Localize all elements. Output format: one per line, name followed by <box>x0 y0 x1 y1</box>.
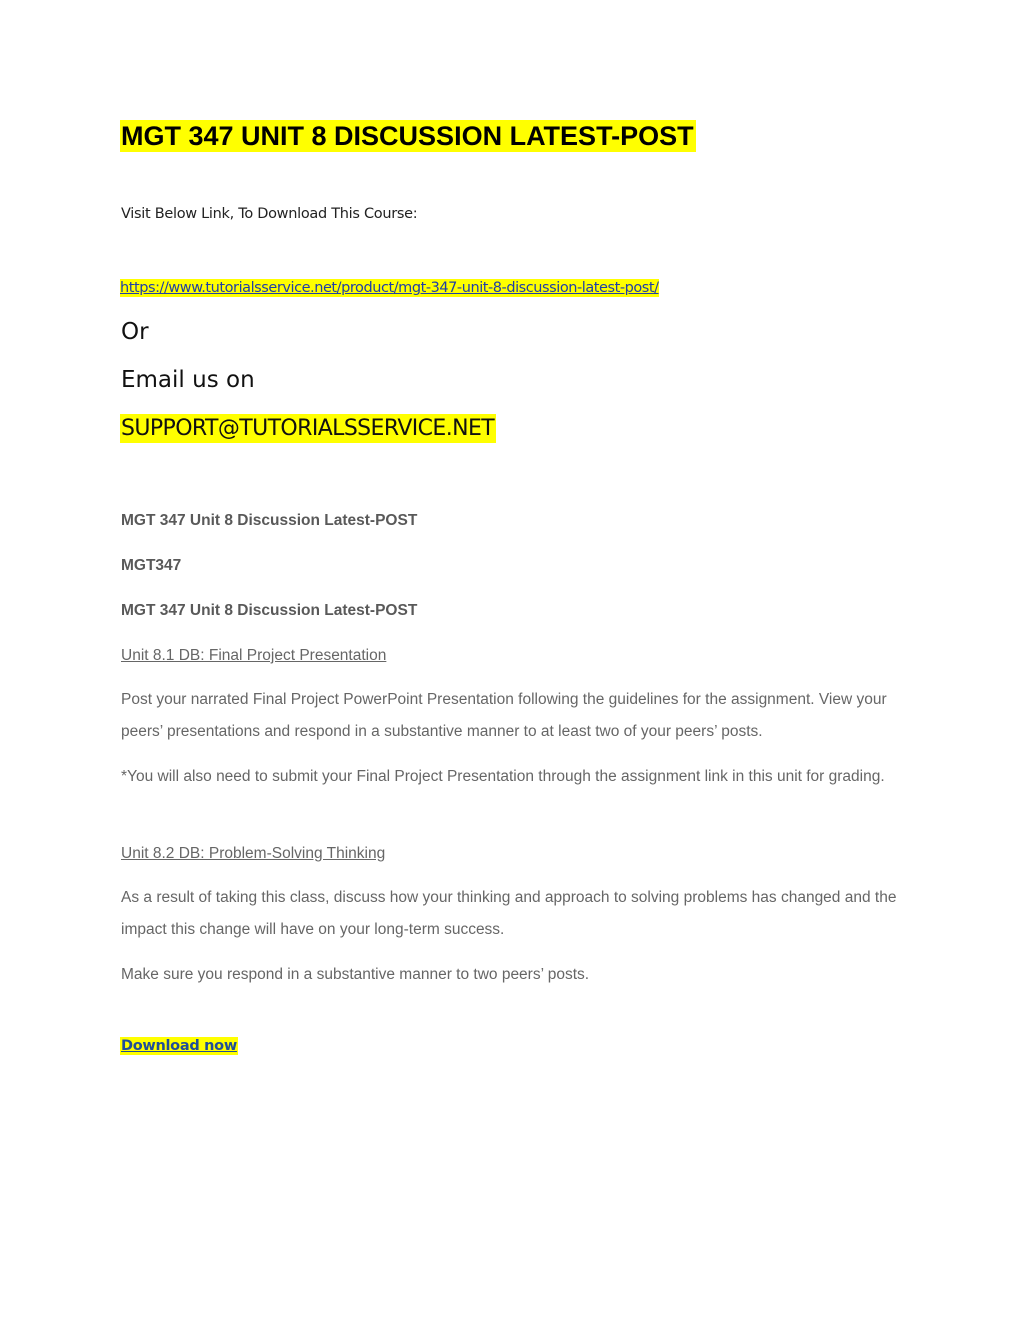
course-heading-1: MGT 347 Unit 8 Discussion Latest-POST <box>121 512 418 529</box>
unit-8-1-heading: Unit 8.1 DB: Final Project Presentation <box>121 647 387 664</box>
download-line <box>120 1036 238 1056</box>
document-title <box>120 119 696 153</box>
email-label: Email us on <box>121 367 255 393</box>
unit-8-2-paragraph-1: As a result of taking this class, discuss how your thinking and approach to solving problems has changed and the impact this change will have on your long-term success. <box>121 889 897 938</box>
intro-text: Visit Below Link, To Download This Course: <box>121 206 418 222</box>
download-now-link[interactable]: Download now <box>121 1038 237 1054</box>
document-title-text: MGT 347 UNIT 8 DISCUSSION LATEST-POST <box>121 121 694 151</box>
course-url-link[interactable]: https://www.tutorialsservice.net/product/mgt-347-unit-8-discussion-latest-post/ <box>120 280 659 296</box>
email-address: SUPPORT@TUTORIALSSERVICE.NET <box>121 416 495 441</box>
unit-8-1-paragraph-1: Post your narrated Final Project PowerPoint Presentation following the guidelines for the assignment. View your peers’ presentations and respond in a substantive manner to at least two of your peers’ posts. <box>121 691 887 740</box>
unit-8-2-paragraph-2: Make sure you respond in a substantive manner to two peers’ posts. <box>121 966 590 983</box>
unit-8-1-paragraph-2: *You will also need to submit your Final Project Presentation through the assignment link in this unit for grading. <box>121 768 885 785</box>
or-text: Or <box>121 319 149 345</box>
course-heading-2: MGT 347 Unit 8 Discussion Latest-POST <box>121 602 418 619</box>
course-code: MGT347 <box>121 557 182 574</box>
course-link-line <box>120 278 659 298</box>
unit-8-2-heading: Unit 8.2 DB: Problem-Solving Thinking <box>121 845 386 862</box>
email-line <box>120 412 496 446</box>
